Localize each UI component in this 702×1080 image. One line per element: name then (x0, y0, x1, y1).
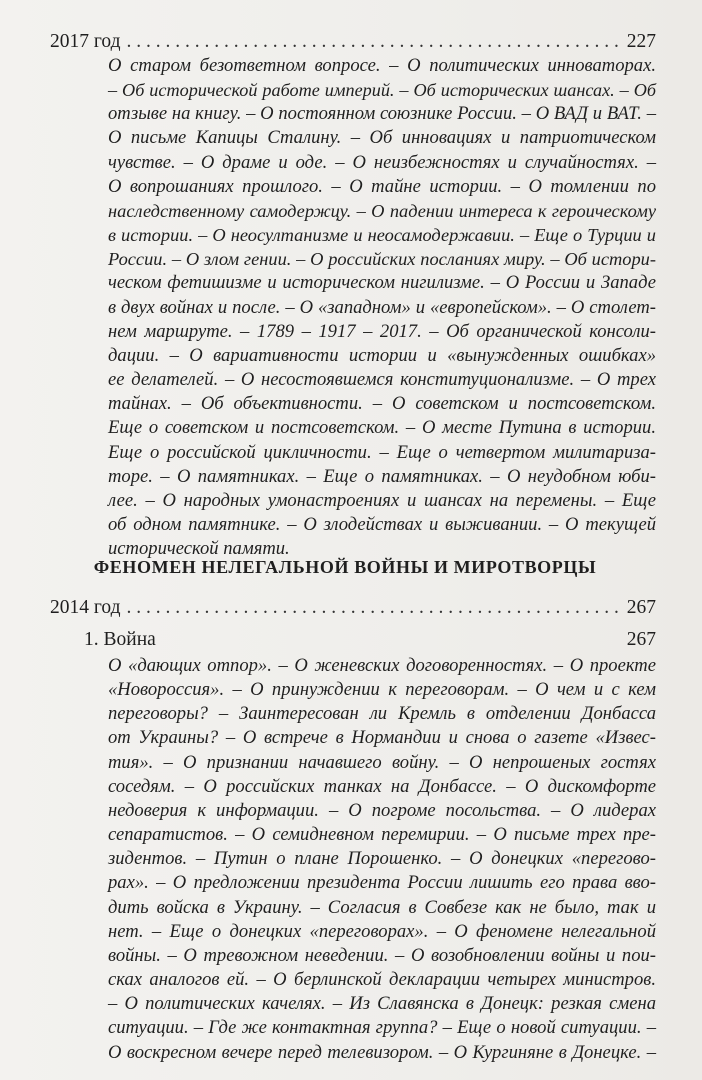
description-line: О вопрошаниях прошлого. – О тайне истории. – О томлении по (108, 175, 656, 197)
description-line: чувстве. – О драме и оде. – О неизбежностях и случайностях. – (108, 151, 656, 173)
description-line: ческом фетишизме и историческом нигилизме. – О России и Западе (108, 272, 656, 294)
description-line: в двух войнах и после. – О «западном» и «европейском». – О столет- (108, 296, 656, 318)
description-line: переговоры? – Заинтересован ли Кремль в отделении Донбасса (108, 703, 656, 725)
description-line: России. – О злом гении. – О российских посланиях миру. – Об истори- (108, 249, 656, 270)
toc-entry-2017 (50, 30, 656, 54)
toc-entry-2017-description (108, 54, 656, 561)
description-line: в истории. – О неосултанизме и неосамодержавии. – Еще о Турции и (108, 225, 656, 246)
description-line: тайнах. – Об объективности. – О советском и постсоветском. (108, 393, 656, 415)
toc-entry-2014-label: 2014 год (50, 597, 121, 618)
description-line: дации. – О вариативности истории и «вынужденных ошибках» (108, 344, 656, 366)
toc-entry-2014-page: 267 (626, 597, 656, 618)
description-line: тия». – О признании начавшего войну. – О непрошеных гостях (108, 751, 656, 773)
toc-entry-2017-page: 227 (626, 31, 656, 52)
description-line: Еще о российской цикличности. – Еще о четвертом милитариза- (108, 441, 656, 463)
description-line: О воскресном вечере перед телевизором. – О Кургиняне в Донецке. – (108, 1041, 656, 1063)
description-line: лее. – О народных умонастроениях и шансах на перемены. – Еще (108, 489, 656, 511)
description-line: соседям. – О российских танках на Донбассе. – О дискомфорте (108, 775, 656, 797)
description-line: – Об исторической работе империй. – Об исторических шансах. – Об (108, 80, 656, 101)
description-line: сках аналогов ей. – О берлинской декларации четырех министров. (108, 969, 656, 991)
toc-entry-war-description (108, 654, 656, 1065)
description-line: Еще о советском и постсоветском. – О месте Путина в истории. (108, 417, 656, 439)
description-line: О старом безответном вопросе. – О политических инноваторах. (108, 55, 656, 76)
toc-entry-2017-label: 2017 год (50, 31, 121, 52)
section-title-text: ФЕНОМЕН НЕЛЕГАЛЬНОЙ ВОЙНЫ И МИРОТВОРЦЫ (93, 557, 597, 577)
description-line: дить войска в Украину. – Согласия в Совбезе как не было, так и (108, 896, 656, 918)
description-line: исторической памяти. (108, 538, 290, 560)
description-line: наследственному самодержцу. – О падении интереса к героическому (108, 200, 656, 221)
description-line: войны. – О тревожном неведении. – О возобновлении войны и пои- (108, 944, 656, 966)
description-line: «Новороссия». – О принуждении к переговорам. – О чем и с кем (108, 679, 656, 701)
description-line: – О политических качелях. – Из Славянска в Донецк: резкая смена (108, 993, 656, 1015)
description-line: нет. – Еще о донецких «переговорах». – О феномене нелегальной (108, 920, 656, 942)
description-line: отзыве на книгу. – О постоянном союзнике России. – О ВАД и ВАТ. – (108, 103, 656, 125)
description-line: О письме Капицы Сталину. – Об инновациях и патриотическом (108, 127, 656, 149)
description-line: ее делателей. – О несостоявшемся конституционализме. – О трех (108, 369, 656, 391)
description-line: сепаратистов. – О семидневном перемирии. – О письме трех пре- (108, 824, 656, 846)
description-line: от Украины? – О встрече в Нормандии и снова о газете «Извес- (108, 727, 656, 749)
toc-entry-war (84, 628, 656, 652)
toc-entry-war-page: 267 (626, 629, 656, 650)
toc-leader-dots (127, 30, 621, 54)
description-line: зидентов. – Путин о плане Порошенко. – О донецких «перегово- (108, 848, 656, 870)
description-line: недоверия к информации. – О погроме посольства. – О лидерах (108, 799, 656, 821)
description-line: О «дающих отпор». – О женевских договоренностях. – О проекте (108, 655, 656, 676)
toc-entry-war-label: 1. Война (84, 629, 156, 650)
toc-entry-2014 (50, 596, 656, 620)
description-line: нем маршруте. – 1789 – 1917 – 2017. – Об органической консоли- (108, 320, 656, 342)
description-line: торе. – О памятниках. – Еще о памятниках. – О неудобном юби- (108, 465, 656, 487)
toc-leader-dots (127, 596, 621, 620)
description-line: рах». – О предложении президента России лишить его права вво- (108, 872, 656, 894)
description-line: об одном памятнике. – О злодействах и выживании. – О текущей (108, 513, 656, 535)
description-line: ситуации. – Где же контактная группа? – Еще о новой ситуации. – (108, 1017, 656, 1039)
section-title (0, 555, 702, 579)
